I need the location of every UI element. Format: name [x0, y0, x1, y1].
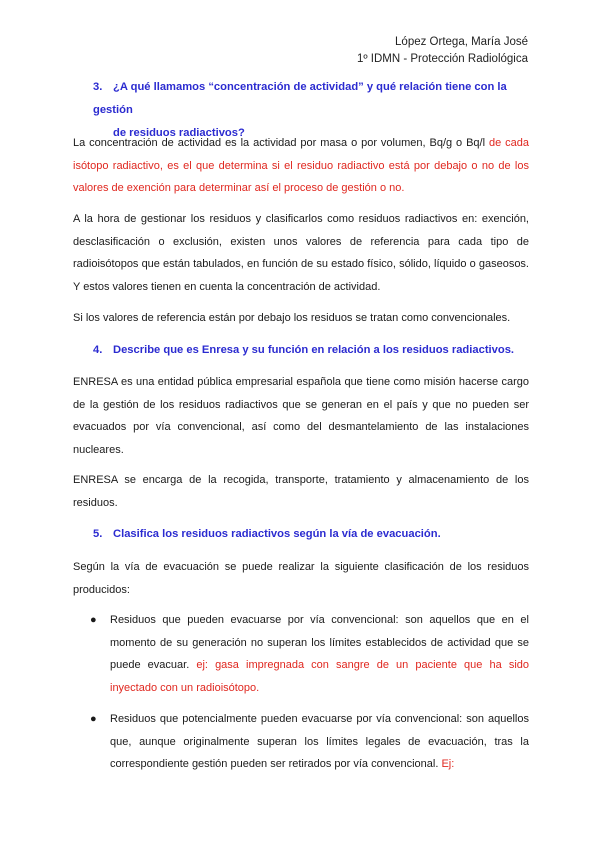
paragraph-concentration-note: de cada isótopo radiactivo, es el que determina si el residuo radiactivo está por debajo o no de los valores de exención para determinar así el proceso de gestión o no. [73, 137, 529, 194]
list-item [90, 609, 529, 699]
header-author: López Ortega, María José [395, 36, 528, 48]
paragraph-concentration [73, 132, 529, 200]
list-item-example: Ej: [441, 758, 455, 770]
question-4-text: Describe que es Enresa y su función en relación a los residuos radiactivos. [113, 344, 515, 356]
paragraph-enresa-function: ENRESA se encarga de la recogida, transporte, tratamiento y almacenamiento de los residuos. [73, 474, 529, 509]
question-3-number: 3. [93, 81, 103, 93]
question-4-heading [93, 339, 529, 362]
paragraph-classification: A la hora de gestionar los residuos y clasificarlos como residuos radiactivos en: exención, desclasificación o exclusión, existen unos valores de referencia para cada tipo de radioisótopos que están tabulados, en función de su estado físico, sólido, líquido o gaseosos. Y estos valores tienen en cuenta la concentración de actividad. [73, 213, 529, 293]
question-4-number: 4. [93, 344, 103, 356]
header-course: 1º IDMN - Protección Radiológica [356, 53, 528, 65]
question-5-heading [93, 523, 529, 546]
list-item-text [110, 609, 529, 699]
list-item-text [110, 708, 529, 776]
page-header [357, 34, 528, 68]
list-item-body: Residuos que pueden evacuarse por vía convencional: son aquellos que en el momento de su generación no superan los límites establecidos de actividad que se puede evacuar. [110, 614, 529, 671]
paragraph-concentration-text: La concentración de actividad es la actividad por masa o por volumen, Bq/g o Bq/l [73, 137, 489, 149]
list-item [90, 708, 529, 776]
paragraph-enresa-definition: ENRESA es una entidad pública empresarial española que tiene como misión hacerse cargo de la gestión de los residuos radiactivos que se generan en el país y que no pueden ser evacuados por vía convencional, así como del desmantelamiento de las instalaciones nucleares. [73, 376, 529, 456]
bullet-icon: ● [90, 713, 97, 725]
list-item-body: Residuos que potencialmente pueden evacuarse por vía convencional: son aquellos que, aunque originalmente superan los límites legales de evacuación, tras la correspondiente gestión pueden ser retirados por vía convencional. [110, 713, 529, 770]
list-item-example: ej: gasa impregnada con sangre de un paciente que ha sido inyectado con un radioisótopo. [110, 659, 529, 694]
question-3-line-2: de residuos radiactivos? [113, 127, 245, 139]
bullet-icon: ● [90, 614, 97, 626]
paragraph-conventional: Si los valores de referencia están por debajo los residuos se tratan como convencionales. [73, 312, 511, 324]
question-5-text: Clasifica los residuos radiactivos según la vía de evacuación. [113, 528, 441, 540]
question-3-line-1: ¿A qué llamamos “concentración de actividad” y qué relación tiene con la gestión [93, 81, 507, 116]
paragraph-evacuation-intro: Según la vía de evacuación se puede realizar la siguiente clasificación de los residuos producidos: [73, 561, 529, 596]
question-5-number: 5. [93, 528, 103, 540]
